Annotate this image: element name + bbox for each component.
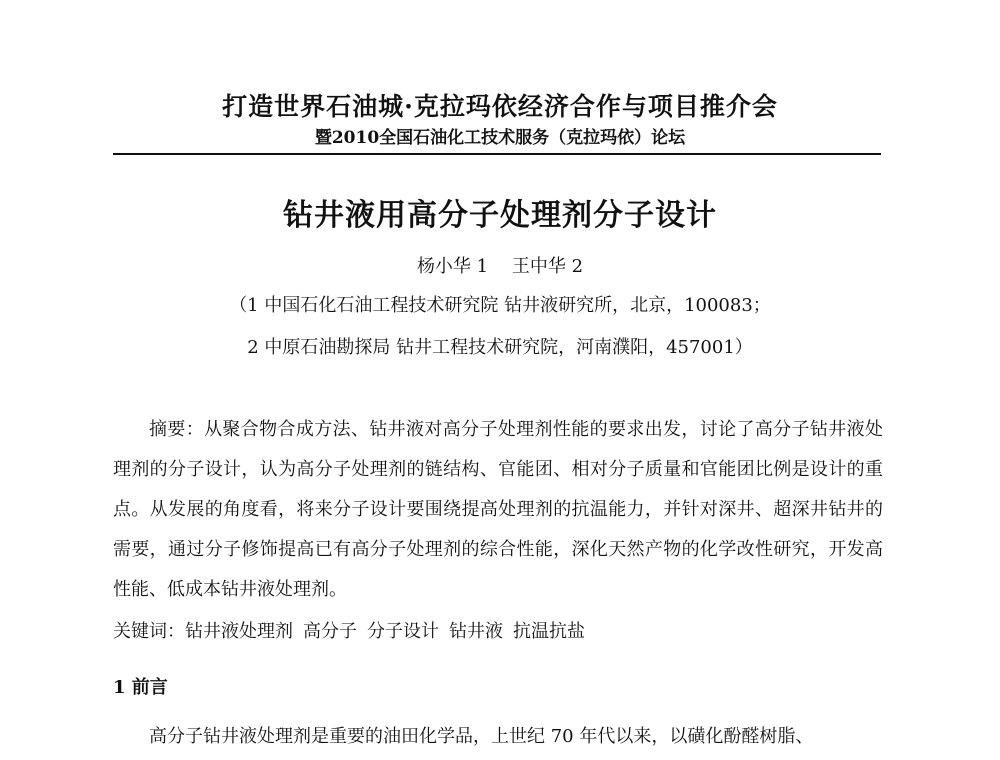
header-divider	[113, 153, 881, 155]
affiliation-2: 2 中原石油勘探局 钻井工程技术研究院，河南濮阳，457001）	[247, 337, 753, 358]
author-list	[0, 254, 1000, 280]
keyword: 高分子	[303, 621, 357, 642]
keyword: 分子设计	[367, 621, 439, 642]
keyword: 钻井液	[449, 621, 503, 642]
author-name: 杨小华 1	[416, 256, 489, 277]
keywords-label: 关键词：	[113, 621, 185, 642]
keyword: 抗温抗盐	[513, 621, 585, 642]
affiliation-1: （1 中国石化石油工程技术研究院 钻井液研究所，北京，100083；	[229, 295, 771, 316]
section-body-text: 高分子钻井液处理剂是重要的油田化学品，上世纪 70 年代以来，以磺化酚醛树脂、	[149, 726, 814, 747]
paper-title: 钻井液用高分子处理剂分子设计	[283, 198, 717, 233]
conference-subtitle: 暨2010全国石油化工技术服务（克拉玛依）论坛	[314, 128, 686, 148]
keywords	[113, 618, 883, 646]
conference-title: 打造世界石油城·克拉玛依经济合作与项目推介会	[222, 92, 778, 121]
author-name: 王中华 2	[511, 256, 584, 277]
abstract	[113, 410, 883, 610]
section-heading: 1 前言	[113, 677, 168, 698]
abstract-text: 摘要：从聚合物合成方法、钻井液对高分子处理剂性能的要求出发，讨论了高分子钻井液处理剂的分子设计，认为高分子处理剂的链结构、官能团、相对分子质量和官能团比例是设计的重点。从发展的角度看，将来分子设计要围绕提高处理剂的抗温能力，并针对深井、超深井钻井的需要，通过分子修饰提高已有高分子处理剂的综合性能，深化天然产物的化学改性研究，开发高性能、低成本钻井液处理剂。	[113, 419, 883, 600]
keyword: 钻井液处理剂	[185, 621, 293, 642]
